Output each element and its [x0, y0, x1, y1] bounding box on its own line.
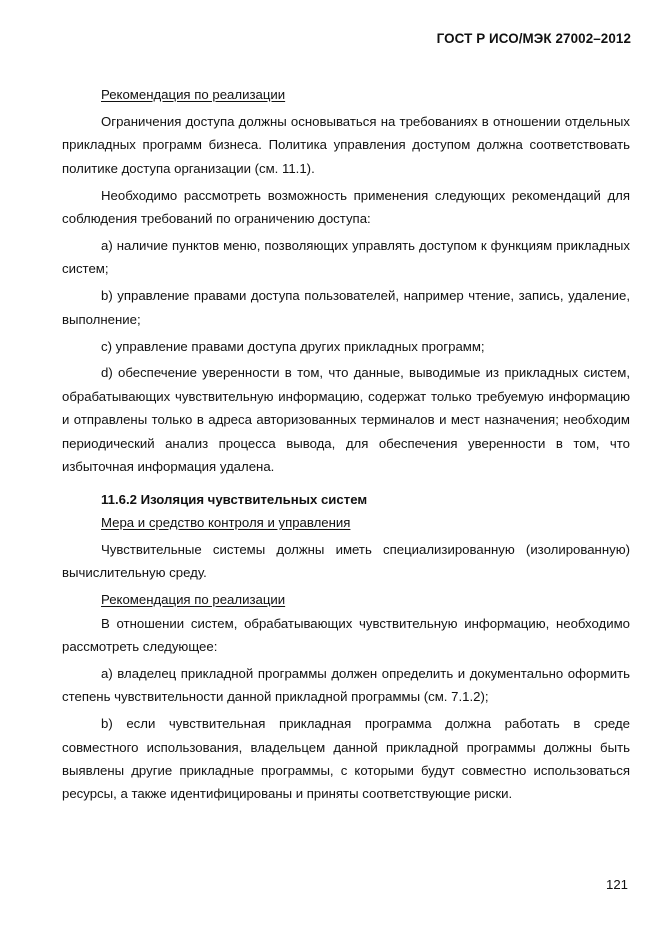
page-body: [62, 83, 630, 806]
paragraph: Чувствительные системы должны иметь специализированную (изолированную) вычислительную среду.: [62, 541, 630, 581]
list-item-a: a) владелец прикладной программы должен определить и документально оформить степень чувствительности данной прикладной программы (см. 7.1.2);: [62, 665, 630, 705]
list-item-c: c) управление правами доступа других прикладных программ;: [101, 338, 485, 354]
paragraph: В отношении систем, обрабатывающих чувствительную информацию, необходимо рассмотреть следующее:: [62, 615, 630, 654]
list-item-a: a) наличие пунктов меню, позволяющих управлять доступом к функциям прикладных систем;: [62, 237, 630, 277]
list-item-b: b) если чувствительная прикладная программа должна работать в среде совместного использования, владельцем данной прикладной программы должны быть выявлены другие прикладные программы, с которыми будут совместно использоваться ресурсы, а также идентифицированы и приняты соответствующие риски.: [62, 716, 630, 802]
standard-header: ГОСТ Р ИСО/МЭК 27002–2012: [436, 31, 631, 46]
subheading-implementation-2: [62, 588, 630, 611]
subheading-control: [62, 511, 630, 534]
subheading-control-text: Мера и средство контроля и управления: [101, 514, 351, 530]
subheading-implementation: [62, 83, 630, 106]
page-number: 121: [605, 877, 628, 892]
paragraph: Ограничения доступа должны основываться на требованиях в отношении отдельных прикладных программ бизнеса. Политика управления доступом должна соответствовать политике доступа организации (см. 11.1).: [62, 113, 630, 176]
subheading-implementation-2-text: Рекомендация по реализации: [101, 592, 286, 608]
list-item-d: d) обеспечение уверенности в том, что данные, выводимые из прикладных систем, обрабатывающих чувствительную информацию, содержат только требуемую информацию и отправлены только в адреса авторизованных терминалов и мест назначения; необходим периодический анализ процесса вывода, для обеспечения уверенности в том, что избыточная информация удалена.: [62, 365, 630, 475]
subheading-implementation-text: Рекомендация по реализации: [101, 87, 286, 102]
section-heading: 11.6.2 Изоляция чувствительных систем: [101, 491, 368, 507]
paragraph: Необходимо рассмотреть возможность применения следующих рекомендаций для соблюдения требований по ограничению доступа:: [62, 187, 630, 227]
list-item-b: b) управление правами доступа пользователей, например чтение, запись, удаление, выполнение;: [62, 288, 630, 327]
